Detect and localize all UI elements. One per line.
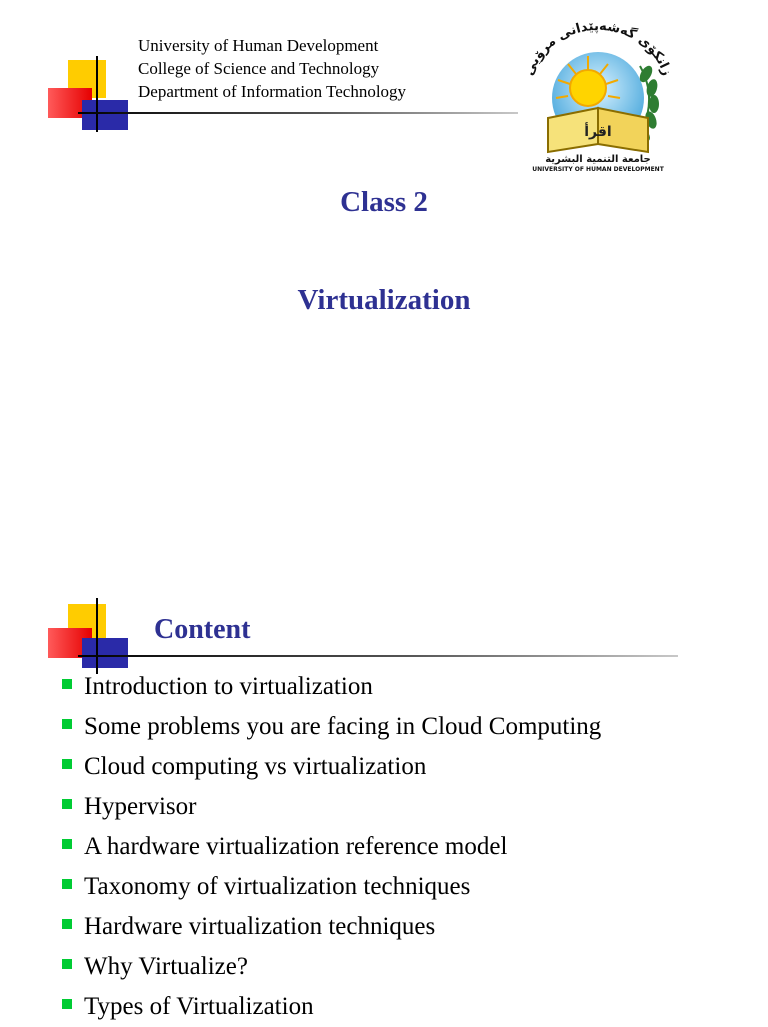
title-slide [0,0,768,512]
list-item [60,747,601,787]
square-bullet-icon [62,799,72,809]
square-bullet-icon [62,719,72,729]
list-item-text: A hardware virtualization reference model [84,833,508,860]
heading-divider [78,655,678,657]
list-item-text: Taxonomy of virtualization techniques [84,873,471,900]
list-item [60,787,601,827]
college-name: College of Science and Technology [138,59,380,78]
list-item-text: Hypervisor [84,793,197,820]
institution-header [138,34,406,103]
list-item [60,907,601,947]
list-item [60,947,601,987]
square-bullet-icon [62,679,72,689]
logo-arabic-bottom: جامعة التنمية البشرية [545,154,651,165]
square-bullet-icon [62,839,72,849]
content-list [60,667,601,1027]
university-name: University of Human Development [138,36,379,55]
list-item-text: Introduction to virtualization [84,673,373,700]
decorative-squares-icon [48,60,138,140]
logo-english-bottom: UNIVERSITY OF HUMAN DEVELOPMENT [532,166,664,172]
list-item-text: Some problems you are facing in Cloud Computing [84,713,602,740]
class-title: Class 2 [340,186,428,218]
content-heading: Content [154,614,251,645]
square-bullet-icon [62,959,72,969]
department-name: Department of Information Technology [138,82,407,101]
list-item-text: Cloud computing vs virtualization [84,753,427,780]
logo-arabic-top: زانكۆی گەشەپێدانی مرۆیی [521,22,675,78]
list-item-text: Why Virtualize? [84,953,248,980]
square-bullet-icon [62,879,72,889]
logo-book-text: اقرأ [584,124,612,140]
list-item [60,987,601,1027]
list-item [60,867,601,907]
square-bullet-icon [62,919,72,929]
square-bullet-icon [62,999,72,1009]
header-divider [78,112,518,114]
list-item-text: Hardware virtualization techniques [84,913,436,940]
content-slide [0,512,768,1024]
list-item-text: Types of Virtualization [84,993,314,1020]
list-item [60,707,601,747]
list-item [60,667,601,707]
list-item [60,827,601,867]
topic-title: Virtualization [297,284,471,316]
university-logo [518,22,678,172]
square-bullet-icon [62,759,72,769]
